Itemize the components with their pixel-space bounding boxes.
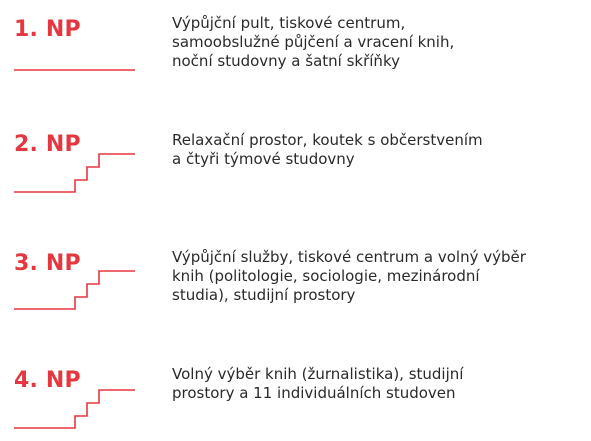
description-line: samoobslužné půjčení a vracení knih,	[172, 33, 455, 51]
description-line: Relaxační prostor, koutek s občerstvením	[172, 131, 483, 149]
description-line: Volný výběr knih (žurnalistika), studijní	[172, 365, 464, 383]
floor-2-stairs-icon	[14, 150, 138, 194]
description-line: prostory a 11 individuálních studoven	[172, 384, 456, 402]
description-line: noční studovny a šatní skříňky	[172, 52, 400, 70]
floor-4-stairs-icon	[14, 386, 138, 430]
floor-label: 4. NP	[14, 368, 81, 393]
description-line: studia), studijní prostory	[172, 286, 356, 304]
floor-label: 2. NP	[14, 132, 81, 157]
floor-1-stairs-icon	[14, 32, 138, 76]
floor-description	[172, 248, 584, 305]
description-line: Výpůjční služby, tiskové centrum a volný výběr	[172, 248, 526, 266]
floor-description	[172, 131, 584, 169]
floor-description	[172, 14, 584, 71]
description-line: knih (politologie, sociologie, mezinárodní	[172, 267, 480, 285]
floor-label: 3. NP	[14, 251, 81, 276]
description-line: a čtyři týmové studovny	[172, 150, 355, 168]
floor-label: 1. NP	[14, 17, 81, 42]
floor-3-stairs-icon	[14, 267, 138, 311]
description-line: Výpůjční pult, tiskové centrum,	[172, 14, 406, 32]
floor-description	[172, 365, 584, 403]
